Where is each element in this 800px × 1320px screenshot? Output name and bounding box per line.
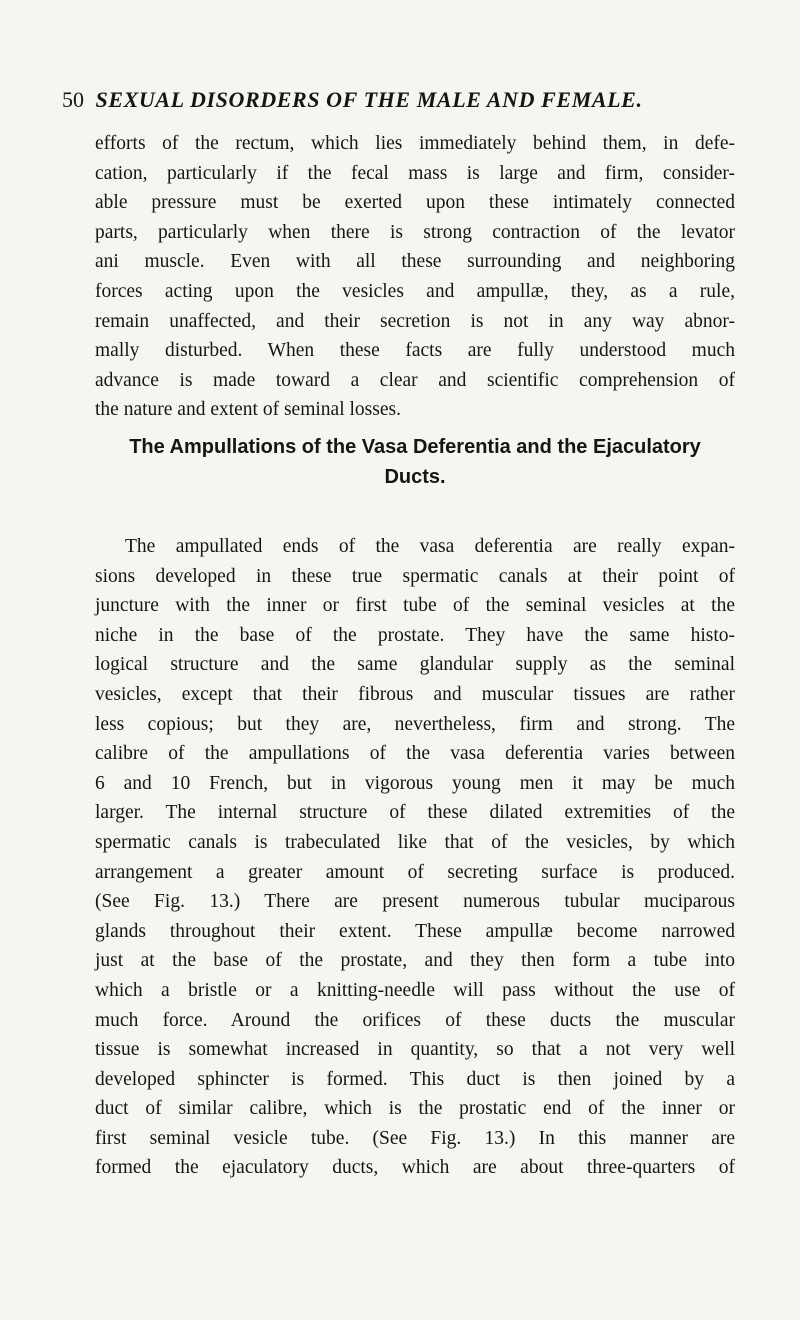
page-number: 50	[62, 87, 84, 112]
text-line: just at the base of the prostate, and they then form a tube into	[95, 950, 735, 972]
text-line: developed sphincter is formed. This duct is then joined by a	[95, 1068, 735, 1090]
running-title: SEXUAL DISORDERS OF THE MALE AND FEMALE.	[95, 87, 643, 112]
running-header	[62, 86, 702, 114]
text-line: juncture with the inner or first tube of the seminal vesicles at the	[95, 595, 735, 617]
paragraph-1	[95, 129, 735, 425]
text-line: spermatic canals is trabeculated like that of the vesicles, by which	[95, 831, 735, 853]
text-line: remain unaffected, and their secretion is not in any way abnor-	[95, 310, 735, 332]
text-line: parts, particularly when there is strong contraction of the levator	[95, 221, 735, 243]
text-line: advance is made toward a clear and scientific comprehension of	[95, 369, 735, 391]
text-line: calibre of the ampullations of the vasa deferentia varies between	[95, 743, 735, 765]
text-line: efforts of the rectum, which lies immediately behind them, in defe-	[95, 133, 735, 154]
text-line: ani muscle. Even with all these surrounding and neighboring	[95, 251, 735, 273]
text-line: sions developed in these true spermatic canals at their point of	[95, 565, 735, 587]
text-line: logical structure and the same glandular supply as the seminal	[95, 654, 735, 676]
section-heading	[95, 432, 735, 492]
text-line: niche in the base of the prostate. They have the same histo-	[95, 624, 735, 646]
text-line: the nature and extent of seminal losses.	[95, 399, 401, 421]
text-line: duct of similar calibre, which is the prostatic end of the inner or	[95, 1098, 735, 1120]
text-line: vesicles, except that their fibrous and muscular tissues are rather	[95, 683, 735, 705]
text-line: 6 and 10 French, but in vigorous young men it may be much	[95, 772, 735, 794]
paragraph-2	[95, 532, 735, 1183]
text-line: glands throughout their extent. These ampullæ become narrowed	[95, 920, 735, 942]
text-line: formed the ejaculatory ducts, which are about three-quarters of	[95, 1157, 735, 1179]
text-line: first seminal vesicle tube. (See Fig. 13.) In this manner are	[95, 1127, 735, 1149]
text-line: able pressure must be exerted upon these intimately connected	[95, 192, 735, 214]
text-line: forces acting upon the vesicles and ampullæ, they, as a rule,	[95, 280, 735, 302]
text-line: cation, particularly if the fecal mass is large and firm, consider-	[95, 162, 735, 184]
text-line: (See Fig. 13.) There are present numerous tubular muciparous	[95, 891, 735, 913]
text-line: arrangement a greater amount of secreting surface is produced.	[95, 861, 735, 883]
text-line: less copious; but they are, nevertheless, firm and strong. The	[95, 713, 735, 735]
text-line: larger. The internal structure of these dilated extremities of the	[95, 802, 735, 824]
section-heading-line: Ducts.	[384, 466, 446, 488]
text-line: tissue is somewhat increased in quantity, so that a not very well	[95, 1039, 735, 1061]
text-line: mally disturbed. When these facts are fully understood much	[95, 340, 735, 362]
text-line: The ampullated ends of the vasa deferentia are really expan-	[125, 536, 735, 557]
text-line: which a bristle or a knitting-needle will pass without the use of	[95, 979, 735, 1001]
section-heading-line: The Ampullations of the Vasa Deferentia and the Ejaculatory	[129, 436, 701, 458]
text-line: much force. Around the orifices of these ducts the muscular	[95, 1009, 735, 1031]
